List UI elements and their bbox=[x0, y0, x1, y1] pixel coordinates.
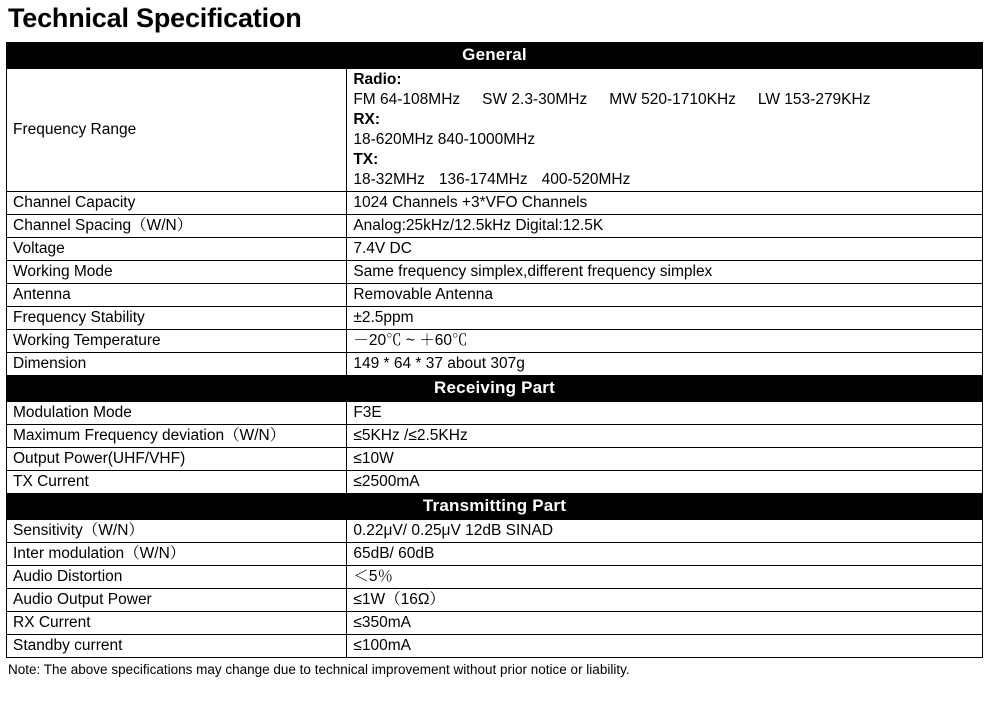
section-header-general-label: General bbox=[7, 43, 983, 69]
row-label-audio-output-power: Audio Output Power bbox=[7, 589, 347, 612]
frequency-rx-heading: RX: bbox=[353, 111, 381, 128]
table-row bbox=[7, 543, 983, 566]
row-label-modulation-mode: Modulation Mode bbox=[7, 402, 347, 425]
table-row bbox=[7, 589, 983, 612]
table-row bbox=[7, 69, 983, 192]
table-row bbox=[7, 238, 983, 261]
row-label-audio-distortion: Audio Distortion bbox=[7, 566, 347, 589]
section-header-transmitting bbox=[7, 494, 983, 520]
row-value-audio-distortion: ＜5％ bbox=[347, 566, 983, 589]
row-value-tx-current: ≤2500mA bbox=[347, 471, 983, 494]
row-value-antenna: Removable Antenna bbox=[347, 284, 983, 307]
section-header-receiving bbox=[7, 376, 983, 402]
row-label-standby-current: Standby current bbox=[7, 635, 347, 658]
frequency-radio-heading: Radio: bbox=[353, 71, 402, 88]
row-label-voltage: Voltage bbox=[7, 238, 347, 261]
row-value-frequency-stability: ±2.5ppm bbox=[347, 307, 983, 330]
table-row bbox=[7, 520, 983, 543]
table-row bbox=[7, 402, 983, 425]
row-label-maximum-frequency-deviation: Maximum Frequency deviation（W/N） bbox=[7, 425, 347, 448]
row-value-frequency-range bbox=[347, 69, 983, 192]
table-row bbox=[7, 612, 983, 635]
section-header-general bbox=[7, 43, 983, 69]
table-row bbox=[7, 192, 983, 215]
row-value-working-temperature: －20℃ ~ ＋60℃ bbox=[347, 330, 983, 353]
frequency-radio-values bbox=[353, 90, 978, 110]
section-header-receiving-label: Receiving Part bbox=[7, 376, 983, 402]
row-value-rx-current: ≤350mA bbox=[347, 612, 983, 635]
table-row bbox=[7, 471, 983, 494]
frequency-tx-heading: TX: bbox=[353, 151, 379, 168]
row-label-working-mode: Working Mode bbox=[7, 261, 347, 284]
row-value-standby-current: ≤100mA bbox=[347, 635, 983, 658]
table-row bbox=[7, 635, 983, 658]
table-row bbox=[7, 284, 983, 307]
row-label-tx-current: TX Current bbox=[7, 471, 347, 494]
spec-sheet-page bbox=[0, 2, 985, 712]
table-row bbox=[7, 566, 983, 589]
row-value-channel-capacity: 1024 Channels +3*VFO Channels bbox=[347, 192, 983, 215]
frequency-tx-2: 136-174MHz bbox=[438, 171, 528, 188]
row-value-dimension: 149 * 64 * 37 about 307g bbox=[347, 353, 983, 376]
row-label-sensitivity: Sensitivity（W/N） bbox=[7, 520, 347, 543]
row-label-inter-modulation: Inter modulation（W/N） bbox=[7, 543, 347, 566]
frequency-tx-3: 400-520MHz bbox=[541, 171, 631, 188]
row-label-dimension: Dimension bbox=[7, 353, 347, 376]
specification-table bbox=[6, 42, 983, 658]
table-row bbox=[7, 353, 983, 376]
row-label-channel-capacity: Channel Capacity bbox=[7, 192, 347, 215]
row-value-output-power: ≤10W bbox=[347, 448, 983, 471]
frequency-radio-fm: FM 64-108MHz bbox=[353, 91, 461, 108]
row-value-sensitivity: 0.22μV/ 0.25μV 12dB SINAD bbox=[347, 520, 983, 543]
row-value-voltage: 7.4V DC bbox=[347, 238, 983, 261]
row-value-inter-modulation: 65dB/ 60dB bbox=[347, 543, 983, 566]
section-header-transmitting-label: Transmitting Part bbox=[7, 494, 983, 520]
page-title: Technical Specification bbox=[8, 3, 302, 33]
frequency-radio-sw: SW 2.3-30MHz bbox=[482, 91, 588, 108]
table-row bbox=[7, 330, 983, 353]
frequency-radio-lw: LW 153-279KHz bbox=[757, 91, 871, 108]
footer-note: Note: The above specifications may change due to technical improvement without prior notice or liability. bbox=[8, 662, 630, 677]
frequency-tx-1: 18-32MHz bbox=[353, 171, 425, 188]
table-row bbox=[7, 307, 983, 330]
frequency-rx-values: 18-620MHz 840-1000MHz bbox=[353, 131, 536, 148]
row-value-maximum-frequency-deviation: ≤5KHz /≤2.5KHz bbox=[347, 425, 983, 448]
row-label-frequency-stability: Frequency Stability bbox=[7, 307, 347, 330]
row-label-output-power: Output Power(UHF/VHF) bbox=[7, 448, 347, 471]
row-label-antenna: Antenna bbox=[7, 284, 347, 307]
row-label-working-temperature: Working Temperature bbox=[7, 330, 347, 353]
table-row bbox=[7, 261, 983, 284]
row-label-rx-current: RX Current bbox=[7, 612, 347, 635]
row-value-channel-spacing: Analog:25kHz/12.5kHz Digital:12.5K bbox=[347, 215, 983, 238]
table-row bbox=[7, 448, 983, 471]
frequency-tx-values bbox=[353, 170, 978, 190]
table-row bbox=[7, 215, 983, 238]
row-value-audio-output-power: ≤1W（16Ω） bbox=[347, 589, 983, 612]
row-value-working-mode: Same frequency simplex,different frequency simplex bbox=[347, 261, 983, 284]
frequency-radio-mw: MW 520-1710KHz bbox=[609, 91, 736, 108]
row-label-frequency-range: Frequency Range bbox=[7, 69, 347, 192]
row-value-modulation-mode: F3E bbox=[347, 402, 983, 425]
row-label-channel-spacing: Channel Spacing（W/N） bbox=[7, 215, 347, 238]
table-row bbox=[7, 425, 983, 448]
